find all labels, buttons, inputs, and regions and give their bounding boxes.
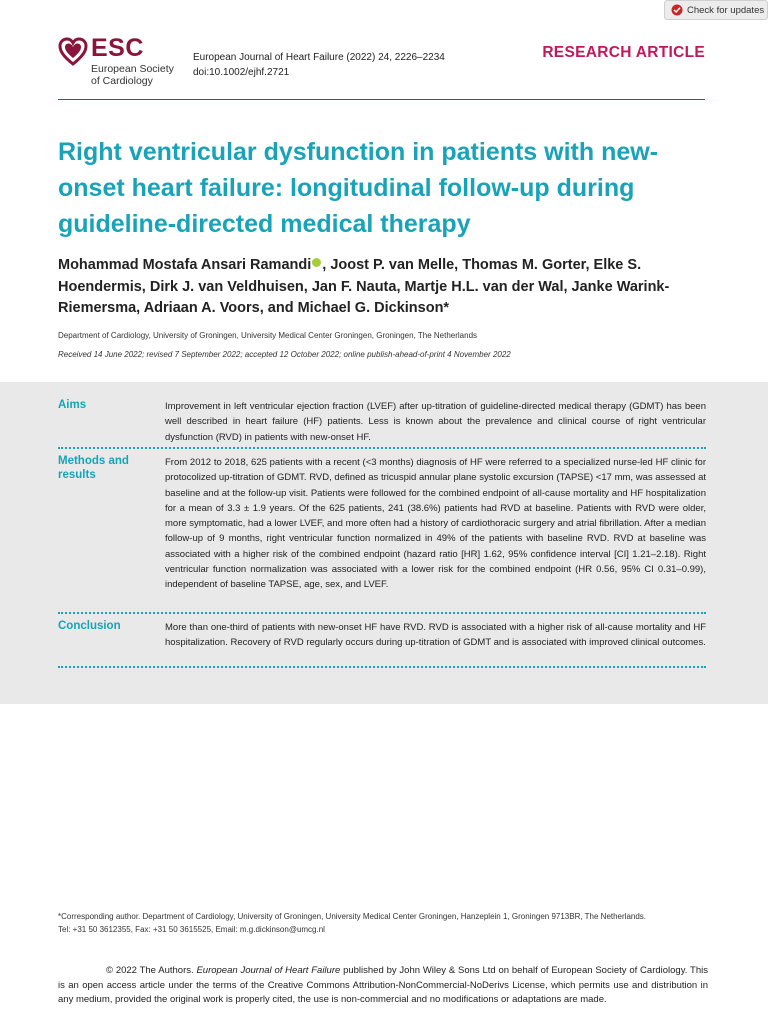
author-list: [58, 255, 708, 320]
journal-citation: European Journal of Heart Failure (2022) 24, 2226–2234: [193, 52, 445, 63]
header-divider: [58, 99, 705, 100]
journal-info: [193, 50, 445, 80]
other-authors: , Joost P. van Melle, Thomas M. Gorter, Elke S. Hoendermis, Dirk J. van Veldhuisen, Jan F. Nauta, Martje H.L. van der Wal, Janke Warink-Riemersma, Adriaan A. Voors, and Michael G. Dickinson*: [58, 257, 670, 316]
abstract-separator: [58, 612, 706, 614]
methods-label: Methods and results: [58, 455, 129, 481]
aims-text: Improvement in left ventricular ejection fraction (LVEF) after up-titration of guideline-directed medical therapy (GDMT) has been well described in heart failure (HF) patients. Less is known about the prevalence and clinical course of right ventricular dysfunction (RVD) in patients with new-onset HF.: [165, 401, 706, 443]
corresponding-author: [58, 910, 708, 936]
orcid-icon[interactable]: [312, 258, 321, 267]
journal-doi[interactable]: doi:10.1002/ejhf.2721: [193, 67, 290, 78]
esc-acronym: ESC: [91, 34, 144, 62]
abstract-separator: [58, 447, 706, 449]
esc-heart-icon: [58, 37, 88, 67]
check-for-updates-label: Check for updates: [687, 4, 765, 16]
esc-name-line2: of Cardiology: [91, 75, 153, 87]
crossmark-icon: [671, 4, 683, 16]
article-title: Right ventricular dysfunction in patients with new-onset heart failure: longitudinal follow-up during guideline-directed medical therapy: [58, 138, 659, 238]
conclusion-label: Conclusion: [58, 620, 121, 632]
received-dates: Received 14 June 2022; revised 7 September 2022; accepted 12 October 2022; online publish-ahead-of-print 4 November 2022: [58, 350, 511, 359]
abstract-separator: [58, 666, 706, 668]
first-author[interactable]: Mohammad Mostafa Ansari Ramandi: [58, 257, 312, 273]
license-notice: [58, 964, 708, 1008]
article-type: RESEARCH ARTICLE: [542, 44, 705, 61]
affiliation: Department of Cardiology, University of Groningen, University Medical Center Groningen, Groningen, The Netherlands: [58, 331, 478, 340]
methods-text: From 2012 to 2018, 625 patients with a recent (<3 months) diagnosis of HF were referred to a specialized nurse-led HF clinic for protocolized up-titration of GDMT. RVD, defined as tricuspid annular plane systolic excursion (TAPSE) <17 mm, was assessed at baseline and at the follow-up visit. Patients were followed for the combined endpoint of all-cause mortality and HF hospitalization for a mean of 3.3 ± 1.9 years. Of the 625 patients, 241 (38.6%) patients had RVD at baseline. Patients with RVD were older, more symptomatic, had a lower LVEF, and more often had a history of cardiothoracic surgery and atrial fibrillation. After a median follow-up of 9 months, right ventricular function normalized in 49% of the patients with baseline RVD. RVD at baseline was associated with a higher risk of the combined endpoint (hazard ratio [HR] 1.62, 95% confidence interval [CI] 1.21–2.18). Right ventricular function normalization was associated with a lower risk for the combined endpoint (HR 0.56, 95% CI 0.31–0.99), independent of baseline TAPSE, age, sex, and LVEF.: [165, 457, 706, 591]
license-text: published by John Wiley & Sons Ltd on behalf of European Society of Cardiology. This is an open access article under the terms of the Creative Commons Attribution-NonCommercial-NoDerivs License, which permits use and distribution in any medium, provided the original work is properly cited, the use is non-commercial and no modifications or adaptations are made.: [58, 965, 708, 1006]
conclusion-text: More than one-third of patients with new-onset HF have RVD. RVD is associated with a higher risk of all-cause mortality and HF hospitalization. Recovery of RVD regularly occurs during up-titration of GDMT and is associated with improved clinical outcomes.: [165, 622, 706, 649]
abstract-box: [0, 382, 768, 704]
check-for-updates-button[interactable]: [664, 0, 768, 20]
esc-logo: [58, 36, 174, 87]
corresponding-line1: *Corresponding author. Department of Cardiology, University of Groningen, University Medical Center Groningen, Hanzeplein 1, Groningen 9713BR, The Netherlands.: [58, 912, 647, 921]
corresponding-line2: Tel: +31 50 3612355, Fax: +31 50 3615525, Email: m.g.dickinson@umcg.nl: [58, 925, 325, 934]
esc-name-line1: European Society: [91, 63, 174, 75]
journal-name: European Journal of Heart Failure: [196, 965, 341, 976]
copyright-prefix: © 2022 The Authors.: [106, 965, 197, 976]
aims-label: Aims: [58, 399, 87, 411]
